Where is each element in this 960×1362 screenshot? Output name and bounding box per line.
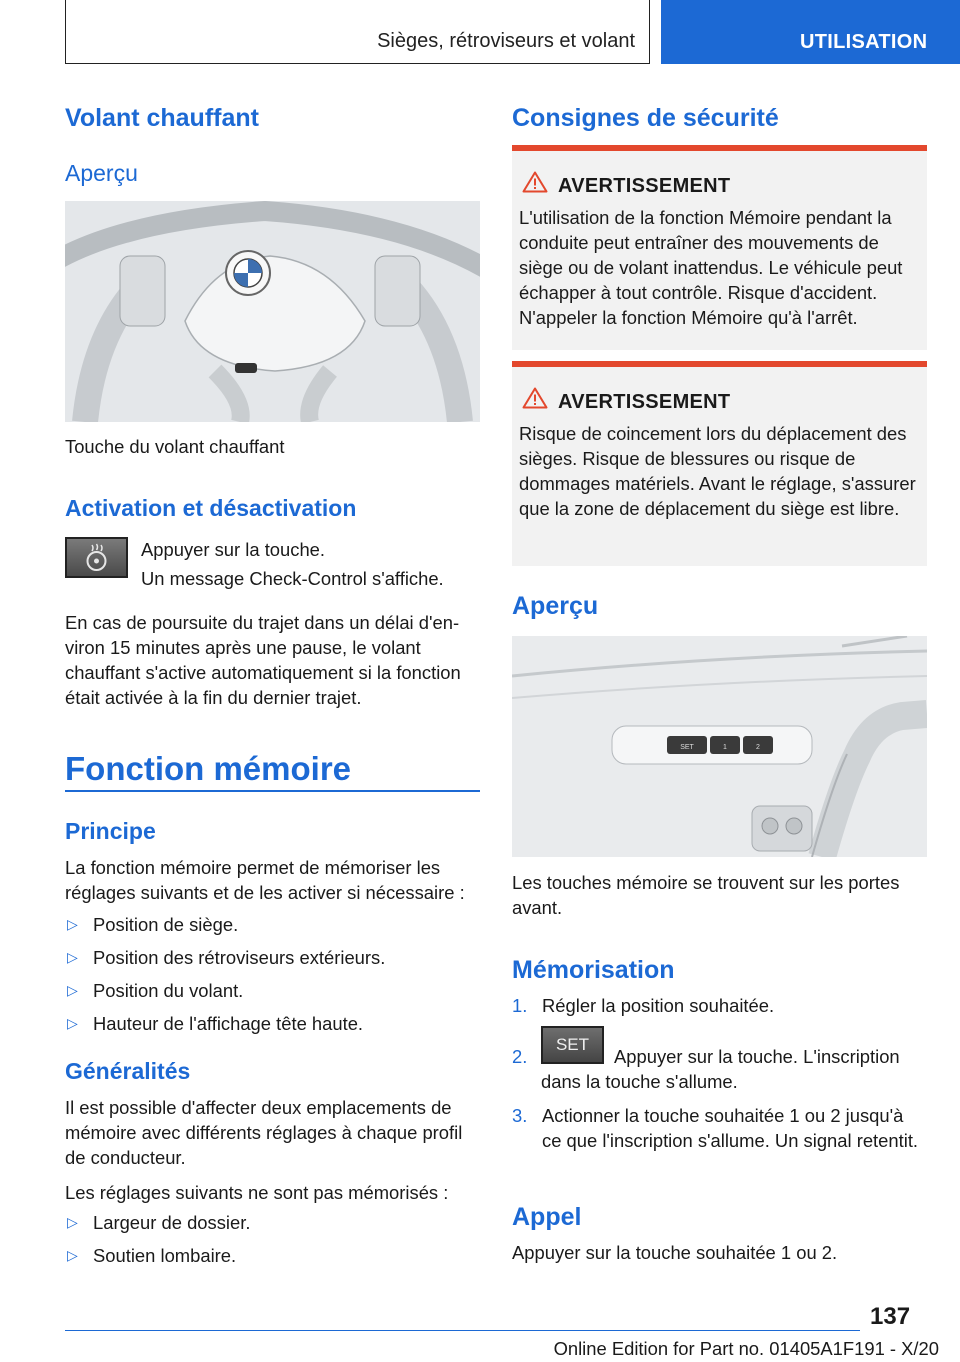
page-number: 137 [870,1303,911,1330]
general-paragraph: Il est possible d'affecter deux emplacements de mémoire avec différents réglages à chaque profil de conducteur. [65,1097,463,1168]
list-item [65,1011,480,1044]
warning-2-title: AVERTISSEMENT [558,391,731,413]
door-key-2: 2 [756,744,760,751]
warning-1-text: L'utilisation de la fonction Mémoire pendant la conduite peut entraîner des mouvements de siège ou de volant inattendus. Le véhicule peut échapper à tout contrôle. Risque d'accident. N'appeler la fonction Mémoire qu'à l'arrêt. [519,207,903,328]
warning-triangle-icon [522,171,548,193]
memory-function-title: Fonction mémoire [65,750,352,787]
list-item [65,945,480,978]
not-saved-list [65,1210,480,1276]
principle-paragraph: La fonction mémoire permet de mémoriser les réglages suivants et de les activer si nécessaire : [65,857,465,903]
heated-wheel-button-image [65,537,128,578]
header-section-title: Sièges, rétroviseurs et volant [377,30,635,52]
recall-paragraph: Appuyer sur la touche souhaitée 1 ou 2. [512,1242,838,1263]
list-item-text: Position du volant. [93,980,244,1001]
list-item-text: Soutien lombaire. [93,1245,237,1266]
list-item [65,978,480,1011]
auto-activation-paragraph: En cas de poursuite du trajet dans un délai d'environ 15 minutes après une pause, le volant chauffant s'active automatiquement si la fonction était activée à la fin du dernier trajet. [65,612,461,708]
header-section-box [65,0,650,64]
principle-list [65,912,480,1044]
door-memory-buttons-image [512,636,927,857]
steering-wheel-image [65,201,480,422]
bullet-triangle-icon: ▷ [67,1015,78,1031]
bullet-triangle-icon: ▷ [67,949,78,965]
list-item [65,1210,480,1243]
bullet-triangle-icon: ▷ [67,1214,78,1230]
door-caption: Les touches mémoire se trouvent sur les portes avant. [512,872,900,918]
recall-title: Appel [512,1203,582,1231]
bullet-triangle-icon: ▷ [67,1247,78,1263]
warning-box-1 [512,145,927,350]
footer-rule [65,1330,860,1331]
door-key-1: 1 [723,744,727,751]
list-item-text: Largeur de dossier. [93,1212,251,1233]
memory-title-rule [65,790,480,792]
safety-title: Consignes de sécurité [512,104,779,132]
step-number: 3. [512,1105,528,1126]
step-item [512,1103,927,1153]
overview-title-right: Aperçu [512,592,599,620]
heated-wheel-icon [67,539,126,576]
list-item-text: Hauteur de l'affichage tête haute. [93,1013,364,1034]
general-title: Généralités [65,1058,191,1084]
bullet-triangle-icon: ▷ [67,916,78,932]
list-item-text: Position des rétroviseurs extérieurs. [93,947,386,968]
heated-wheel-title: Volant chauffant [65,104,259,132]
bullet-triangle-icon: ▷ [67,982,78,998]
list-item [65,1243,480,1276]
header-tab-label: UTILISATION [800,31,928,53]
press-button-text: Appuyer sur la touche. [141,539,326,560]
door-memory-keys [667,736,773,754]
not-saved-paragraph: Les réglages suivants ne sont pas mémorisés : [65,1182,449,1203]
wheel-caption: Touche du volant chauffant [65,436,285,457]
activation-title: Activation et désactivation [65,495,357,521]
header-tab [661,0,960,64]
overview-title-left: Aperçu [65,160,138,186]
memorize-title: Mémorisation [512,956,675,984]
warning-triangle-icon [522,387,548,409]
list-item [65,912,480,945]
step-number: 1. [512,995,528,1016]
warning-box-2 [512,361,927,566]
door-panel-illustration [512,636,927,857]
warning-1-title: AVERTISSEMENT [558,175,731,197]
list-item-text: Position de siège. [93,914,239,935]
principle-title: Principe [65,818,156,844]
warning-2-text: Risque de coincement lors du déplacement des sièges. Risque de blessures ou risque de dommages matériels. Avant le réglage, s'assurer que la zone de déplacement du siège est libre. [519,423,916,519]
check-control-text: Un message Check-Control s'affiche. [141,568,444,589]
step-text: Actionner la touche souhaitée 1 ou 2 jusqu'à ce que l'inscription s'allume. Un signal retentit. [542,1105,919,1151]
step-number: 2. [512,1046,528,1067]
step-2-text: Appuyer sur la touche. L'inscription dans la touche s'allume. [541,1046,900,1092]
step-item [512,993,927,1018]
step-text: Régler la position souhaitée. [542,995,775,1016]
set-button-label: SET [555,1035,590,1054]
footer-edition: Online Edition for Part no. 01405A1F191 - X/20 [553,1338,939,1359]
door-key-set: SET [680,744,694,751]
steering-wheel-illustration [65,201,480,422]
